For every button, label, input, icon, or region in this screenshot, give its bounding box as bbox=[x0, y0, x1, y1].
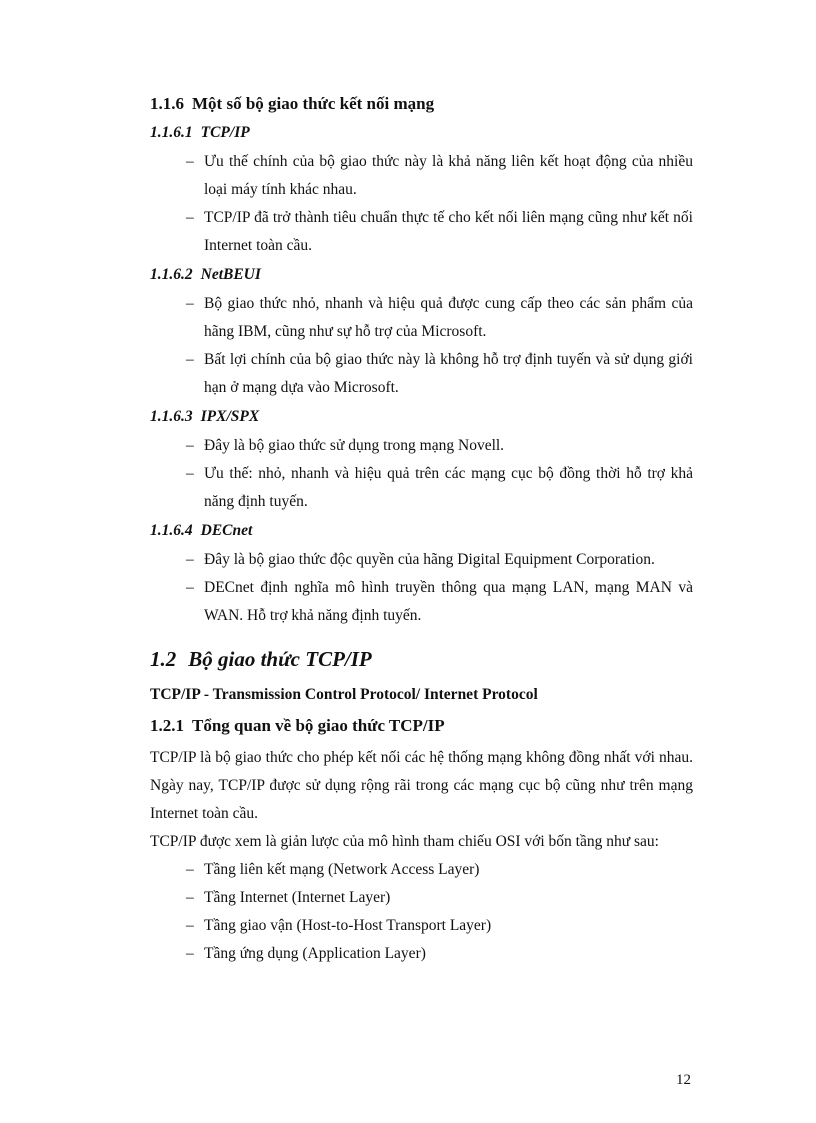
list-item: – Đây là bộ giao thức sử dụng trong mạng Novell. bbox=[150, 432, 693, 460]
page-number: 12 bbox=[676, 1072, 691, 1088]
paragraph-layers-intro: TCP/IP được xem là giản lược của mô hình tham chiếu OSI với bốn tầng như sau: bbox=[150, 833, 659, 850]
bullet-list-tcpip bbox=[150, 148, 693, 260]
subsection-heading-ipxspx: 1.1.6.3 IPX/SPX bbox=[150, 408, 260, 425]
dash-bullet: – bbox=[186, 465, 194, 482]
subsection-heading-decnet: 1.1.6.4 DECnet bbox=[150, 522, 253, 539]
list-item: – Tầng liên kết mạng (Network Access Layer) bbox=[150, 856, 693, 884]
list-item: – Bộ giao thức nhỏ, nhanh và hiệu quả được cung cấp theo các sản phẩm của hãng IBM, cũng như sự hỗ trợ của Microsoft. bbox=[150, 290, 693, 346]
dash-bullet: – bbox=[186, 579, 194, 596]
dash-bullet: – bbox=[186, 295, 194, 312]
section-heading-1-1-6: 1.1.6 Một số bộ giao thức kết nối mạng bbox=[150, 94, 435, 113]
dash-bullet: – bbox=[186, 209, 194, 226]
list-item: – Đây là bộ giao thức độc quyền của hãng Digital Equipment Corporation. bbox=[150, 546, 693, 574]
dash-bullet: – bbox=[186, 153, 194, 170]
section-heading-1-2: 1.2 Bộ giao thức TCP/IP bbox=[150, 647, 372, 671]
list-item: – Tầng giao vận (Host-to-Host Transport Layer) bbox=[150, 912, 693, 940]
list-item: – DECnet định nghĩa mô hình truyền thông qua mạng LAN, mạng MAN và WAN. Hỗ trợ khả năng định tuyến. bbox=[150, 574, 693, 630]
bullet-list-layers bbox=[150, 856, 693, 968]
dash-bullet: – bbox=[186, 551, 194, 568]
list-item: – Ưu thế: nhỏ, nhanh và hiệu quả trên các mạng cục bộ đồng thời hỗ trợ khả năng định tuyến. bbox=[150, 460, 693, 516]
bullet-list-ipxspx bbox=[150, 432, 693, 516]
dash-bullet: – bbox=[186, 945, 194, 962]
subsection-heading-tcpip: 1.1.6.1 TCP/IP bbox=[150, 124, 250, 141]
dash-bullet: – bbox=[186, 351, 194, 368]
dash-bullet: – bbox=[186, 917, 194, 934]
page-content bbox=[150, 92, 693, 972]
list-item: – Bất lợi chính của bộ giao thức này là không hỗ trợ định tuyến và sử dụng giới hạn ở mạng dựa vào Microsoft. bbox=[150, 346, 693, 402]
dash-bullet: – bbox=[186, 889, 194, 906]
list-item: – Tầng ứng dụng (Application Layer) bbox=[150, 940, 693, 968]
list-item: – Tầng Internet (Internet Layer) bbox=[150, 884, 693, 912]
paragraph-overview: TCP/IP là bộ giao thức cho phép kết nối các hệ thống mạng không đồng nhất với nhau. Ngày nay, TCP/IP được sử dụng rộng rãi trong các mạng cục bộ cũng như trên mạng Internet toàn cầu. bbox=[150, 749, 693, 822]
subsection-heading-netbeui: 1.1.6.2 NetBEUI bbox=[150, 266, 261, 283]
bullet-list-decnet bbox=[150, 546, 693, 630]
dash-bullet: – bbox=[186, 861, 194, 878]
dash-bullet: – bbox=[186, 437, 194, 454]
bullet-list-netbeui bbox=[150, 290, 693, 402]
list-item: – Ưu thế chính của bộ giao thức này là khả năng liên kết hoạt động của nhiều loại máy tính khác nhau. bbox=[150, 148, 693, 204]
protocol-fullname: TCP/IP - Transmission Control Protocol/ Internet Protocol bbox=[150, 686, 538, 703]
section-heading-1-2-1: 1.2.1 Tổng quan về bộ giao thức TCP/IP bbox=[150, 716, 445, 735]
list-item: – TCP/IP đã trở thành tiêu chuẩn thực tế cho kết nối liên mạng cũng như kết nối Internet toàn cầu. bbox=[150, 204, 693, 260]
